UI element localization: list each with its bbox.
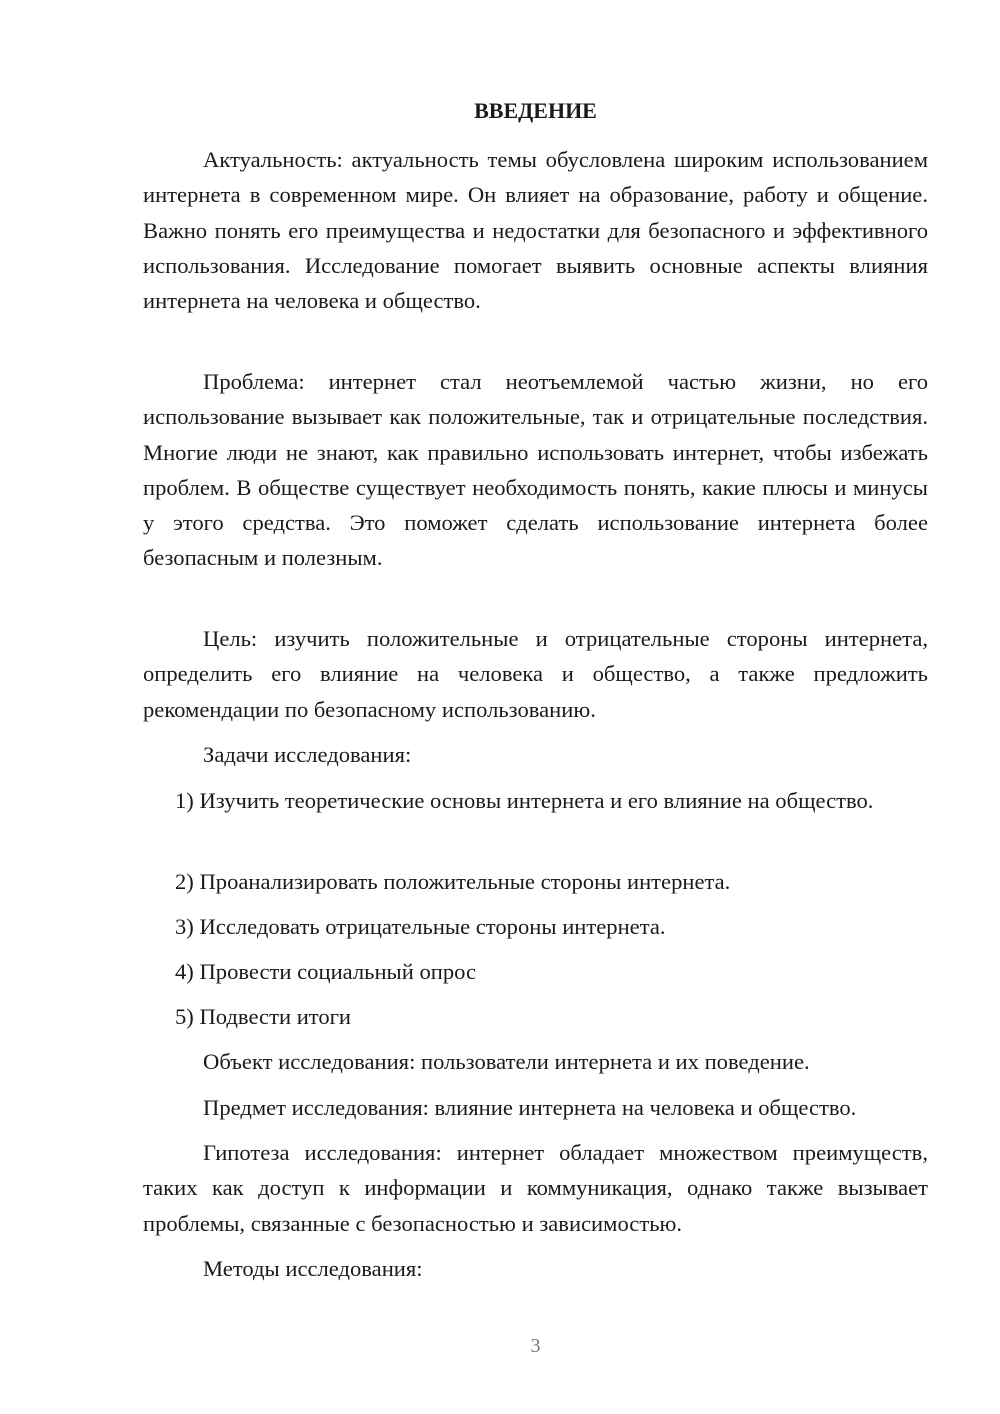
page-number: 3 bbox=[530, 1335, 541, 1357]
paragraph-goal: Цель: изучить положительные и отрицательные стороны интернета, определить его влияние на человека и общество, а также предложить рекомендации по безопасному использованию. bbox=[143, 626, 928, 722]
task-item-3: 3) Исследовать отрицательные стороны интернета. bbox=[175, 914, 666, 939]
paragraph-subject: Предмет исследования: влияние интернета на человека и общество. bbox=[203, 1095, 857, 1120]
task-item-5: 5) Подвести итоги bbox=[175, 1004, 352, 1029]
paragraph-problem: Проблема: интернет стал неотъемлемой частью жизни, но его использование вызывает как положительные, так и отрицательные последствия. Многие люди не знают, как правильно использовать интернет, чтобы избежать проблем. В обществе существует необходимость понять, какие плюсы и минусы у этого средства. Это поможет сделать использование интернета более безопасным и полезным. bbox=[143, 369, 928, 571]
methods-heading: Методы исследования: bbox=[203, 1256, 423, 1281]
task-item-1: 1) Изучить теоретические основы интернета и его влияние на общество. bbox=[175, 788, 874, 813]
paragraph-object: Объект исследования: пользователи интернета и их поведение. bbox=[203, 1049, 810, 1074]
paragraph-hypothesis: Гипотеза исследования: интернет обладает множеством преимуществ, таких как доступ к информации и коммуникация, однако также вызывает проблемы, связанные с безопасностью и зависимостью. bbox=[143, 1140, 928, 1236]
paragraph-relevance: Актуальность: актуальность темы обусловлена широким использованием интернета в современном мире. Он влияет на образование, работу и общение. Важно понять его преимущества и недостатки для безопасного и эффективного использования. Исследование помогает выявить основные аспекты влияния интернета на человека и общество. bbox=[143, 147, 928, 314]
document-page bbox=[143, 0, 928, 1414]
section-title: ВВЕДЕНИЕ bbox=[474, 98, 597, 123]
task-item-2: 2) Проанализировать положительные стороны интернета. bbox=[175, 869, 731, 894]
tasks-heading: Задачи исследования: bbox=[203, 742, 412, 767]
task-item-4: 4) Провести социальный опрос bbox=[175, 959, 477, 984]
